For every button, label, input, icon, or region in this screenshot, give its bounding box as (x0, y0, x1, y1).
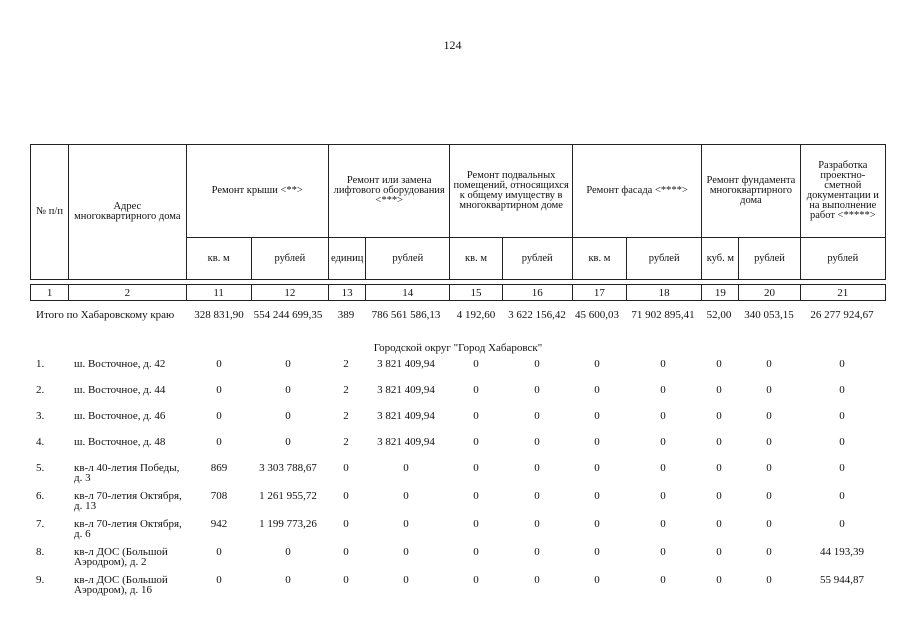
unit-cell: кв. м (186, 238, 251, 280)
unit-cell: кв. м (450, 238, 502, 280)
unit-cell: кв. м (572, 238, 626, 280)
row-value: 0 (473, 574, 479, 586)
total-value: 52,00 (706, 309, 732, 321)
row-value: 0 (766, 574, 772, 586)
total-value: 3 622 156,42 (508, 309, 566, 321)
total-value: 554 244 699,35 (253, 309, 323, 321)
table-row (30, 357, 886, 383)
row-value: 0 (839, 410, 845, 422)
row-address: ш. Восточное, д. 44 (74, 384, 166, 396)
row-value: 0 (716, 574, 722, 586)
unit-cell: рублей (627, 238, 702, 280)
row-number: 7. (36, 518, 45, 530)
row-value: 0 (660, 410, 666, 422)
row-address: ш. Восточное, д. 42 (74, 358, 166, 370)
table-row (30, 545, 886, 571)
total-value: 71 902 895,41 (631, 309, 695, 321)
unit-cell: единиц (329, 238, 366, 280)
row-value: 0 (716, 462, 722, 474)
row-value: 0 (343, 546, 349, 558)
row-value: 0 (403, 462, 409, 474)
row-address: кв-л ДОС (Большой Аэродром), д. 16 (74, 574, 168, 596)
header-facade: Ремонт фасада <****> (572, 145, 701, 238)
row-value: 0 (716, 490, 722, 502)
row-value: 0 (534, 358, 540, 370)
row-value: 0 (285, 574, 291, 586)
row-value: 0 (285, 436, 291, 448)
table-row (30, 489, 886, 515)
column-numbers-row (31, 285, 886, 301)
row-value: 0 (716, 436, 722, 448)
column-number: 17 (572, 285, 626, 301)
row-value: 0 (534, 436, 540, 448)
row-value: 0 (716, 410, 722, 422)
column-number: 2 (69, 285, 186, 301)
row-value: 0 (766, 436, 772, 448)
row-value: 3 821 409,94 (377, 384, 435, 396)
column-number: 12 (251, 285, 328, 301)
row-value: 0 (343, 574, 349, 586)
row-value: 0 (216, 574, 222, 586)
row-value: 0 (839, 518, 845, 530)
total-value: 786 561 586,13 (371, 309, 441, 321)
row-value: 0 (716, 518, 722, 530)
row-value: 3 303 788,67 (259, 462, 317, 474)
table-row (30, 461, 886, 487)
row-value: 0 (534, 462, 540, 474)
row-value: 0 (594, 518, 600, 530)
column-number: 1 (31, 285, 69, 301)
row-value: 0 (660, 546, 666, 558)
row-number: 4. (36, 436, 45, 448)
row-value: 0 (216, 436, 222, 448)
row-value: 0 (285, 410, 291, 422)
row-value: 0 (473, 410, 479, 422)
row-address: ш. Восточное, д. 46 (74, 410, 166, 422)
row-value: 0 (660, 574, 666, 586)
row-value: 0 (534, 490, 540, 502)
row-value: 0 (534, 518, 540, 530)
row-value: 0 (473, 358, 479, 370)
unit-cell: рублей (251, 238, 328, 280)
table-row (30, 409, 886, 435)
row-value: 0 (660, 490, 666, 502)
row-value: 0 (403, 546, 409, 558)
row-value: 0 (660, 462, 666, 474)
row-address: кв-л 70-летия Октября, д. 13 (74, 490, 182, 512)
total-label: Итого по Хабаровскому краю (36, 309, 175, 321)
header-table (30, 144, 886, 301)
unit-cell: куб. м (702, 238, 739, 280)
region-title: Городской округ "Город Хабаровск" (373, 342, 543, 354)
row-value: 0 (594, 436, 600, 448)
row-value: 0 (285, 358, 291, 370)
row-value: 0 (660, 384, 666, 396)
row-value: 0 (594, 410, 600, 422)
row-value: 0 (594, 546, 600, 558)
row-value: 2 (343, 436, 349, 448)
total-value: 328 831,90 (194, 309, 244, 321)
header-design: Разработка проектно-сметной документации и на выполнение работ <*****> (800, 145, 885, 238)
total-row (30, 308, 886, 342)
unit-cell: рублей (366, 238, 450, 280)
row-value: 2 (343, 384, 349, 396)
table-row (30, 573, 886, 599)
row-value: 0 (534, 574, 540, 586)
row-value: 55 944,87 (820, 574, 864, 586)
total-value: 389 (337, 309, 355, 321)
column-number: 14 (366, 285, 450, 301)
row-number: 5. (36, 462, 45, 474)
row-value: 0 (660, 436, 666, 448)
row-address: кв-л 40-летия Победы, д. 3 (74, 462, 180, 484)
table-row (30, 517, 886, 543)
row-value: 0 (766, 518, 772, 530)
header-lift: Ремонт или замена лифтового оборудования <***> (329, 145, 450, 238)
unit-cell: рублей (502, 238, 572, 280)
row-value: 0 (716, 358, 722, 370)
table-row (30, 383, 886, 409)
row-value: 0 (285, 384, 291, 396)
row-value: 0 (473, 490, 479, 502)
column-number: 20 (739, 285, 800, 301)
row-value: 708 (210, 490, 228, 502)
row-value: 0 (534, 410, 540, 422)
row-value: 2 (343, 410, 349, 422)
row-value: 0 (716, 546, 722, 558)
row-value: 0 (839, 462, 845, 474)
row-value: 0 (343, 490, 349, 502)
row-address: кв-л 70-летия Октября, д. 6 (74, 518, 182, 540)
row-number: 1. (36, 358, 45, 370)
header-address: Адрес многоквартирного дома (69, 145, 186, 280)
row-value: 0 (403, 518, 409, 530)
row-value: 0 (839, 358, 845, 370)
row-value: 0 (403, 490, 409, 502)
row-value: 3 821 409,94 (377, 358, 435, 370)
row-number: 3. (36, 410, 45, 422)
table-row (30, 435, 886, 461)
header-basement: Ремонт подвальных помещений, относящихся к общему имуществу в многоквартирном доме (450, 145, 572, 238)
row-value: 0 (766, 490, 772, 502)
row-value: 2 (343, 358, 349, 370)
total-value: 340 053,15 (744, 309, 794, 321)
unit-cell: рублей (739, 238, 800, 280)
row-value: 0 (766, 410, 772, 422)
row-value: 0 (473, 462, 479, 474)
row-value: 0 (473, 518, 479, 530)
row-value: 1 199 773,26 (259, 518, 317, 530)
row-value: 1 261 955,72 (259, 490, 317, 502)
column-number: 13 (329, 285, 366, 301)
row-value: 44 193,39 (820, 546, 864, 558)
row-value: 869 (210, 462, 228, 474)
row-value: 3 821 409,94 (377, 436, 435, 448)
row-value: 0 (473, 436, 479, 448)
row-value: 0 (534, 384, 540, 396)
row-value: 0 (594, 384, 600, 396)
row-number: 6. (36, 490, 45, 502)
column-number: 19 (702, 285, 739, 301)
column-number: 16 (502, 285, 572, 301)
column-number: 18 (627, 285, 702, 301)
total-value: 45 600,03 (575, 309, 619, 321)
header-foundation: Ремонт фундамента многоквартирного дома (702, 145, 800, 238)
row-value: 0 (839, 384, 845, 396)
row-value: 0 (839, 436, 845, 448)
row-number: 8. (36, 546, 45, 558)
column-number: 21 (800, 285, 885, 301)
row-value: 0 (594, 358, 600, 370)
row-value: 0 (766, 384, 772, 396)
page-number: 124 (443, 38, 462, 52)
row-value: 0 (660, 518, 666, 530)
header-number: № п/п (31, 145, 69, 280)
column-number: 15 (450, 285, 502, 301)
row-value: 0 (216, 546, 222, 558)
row-value: 0 (343, 518, 349, 530)
row-value: 3 821 409,94 (377, 410, 435, 422)
row-value: 0 (839, 490, 845, 502)
header-roof: Ремонт крыши <**> (186, 145, 329, 238)
row-number: 2. (36, 384, 45, 396)
row-address: ш. Восточное, д. 48 (74, 436, 166, 448)
row-value: 0 (216, 410, 222, 422)
row-value: 0 (766, 358, 772, 370)
row-number: 9. (36, 574, 45, 586)
row-value: 942 (210, 518, 228, 530)
row-value: 0 (534, 546, 540, 558)
row-value: 0 (473, 546, 479, 558)
row-value: 0 (594, 462, 600, 474)
row-value: 0 (594, 574, 600, 586)
row-value: 0 (766, 546, 772, 558)
row-value: 0 (216, 358, 222, 370)
row-value: 0 (216, 384, 222, 396)
total-value: 4 192,60 (456, 309, 496, 321)
row-address: кв-л ДОС (Большой Аэродром), д. 2 (74, 546, 168, 568)
row-value: 0 (594, 490, 600, 502)
row-value: 0 (343, 462, 349, 474)
column-number: 11 (186, 285, 251, 301)
row-value: 0 (660, 358, 666, 370)
row-value: 0 (403, 574, 409, 586)
row-value: 0 (716, 384, 722, 396)
row-value: 0 (766, 462, 772, 474)
row-value: 0 (473, 384, 479, 396)
row-value: 0 (285, 546, 291, 558)
total-value: 26 277 924,67 (810, 309, 874, 321)
unit-cell: рублей (800, 238, 885, 280)
